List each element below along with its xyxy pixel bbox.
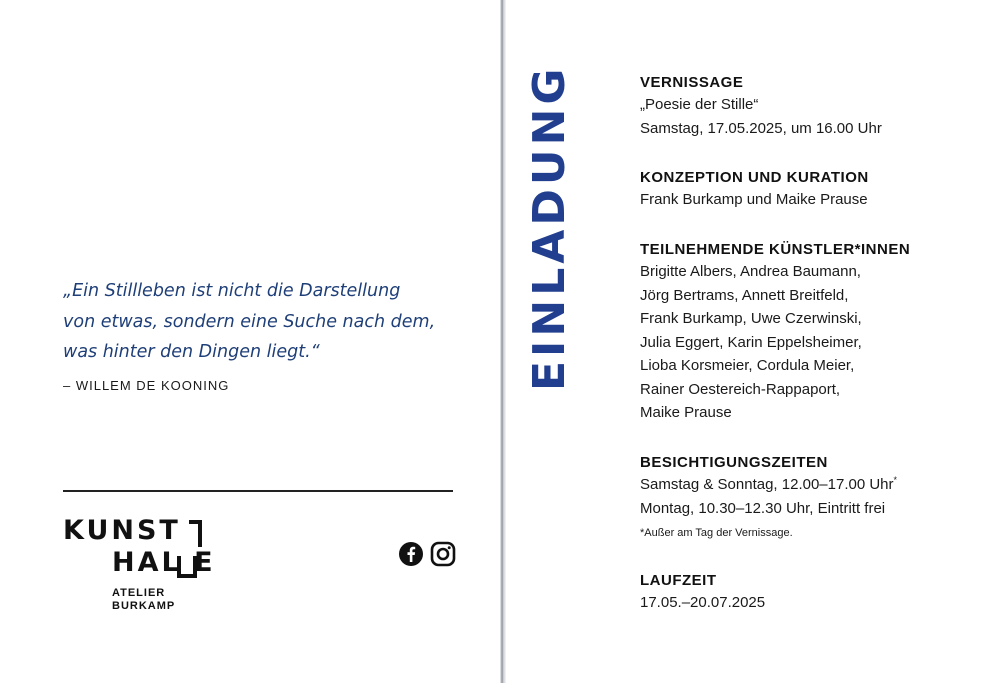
facebook-icon[interactable] bbox=[398, 541, 424, 567]
section-heading: TEILNEHMENDE KÜNSTLER*INNEN bbox=[640, 241, 911, 258]
section-laufzeit bbox=[640, 571, 990, 615]
card-fold bbox=[500, 0, 506, 683]
title-einladung: EINLADUNG bbox=[524, 64, 575, 391]
divider bbox=[63, 490, 453, 492]
section-konzeption bbox=[640, 168, 990, 212]
section-line: 17.05.–20.07.2025 bbox=[640, 594, 766, 611]
quote-line: was hinter den Dingen liegt.“ bbox=[63, 342, 320, 362]
quote-attribution: – WILLEM DE KOONING bbox=[63, 378, 230, 393]
section-line: „Poesie der Stille“ bbox=[640, 96, 759, 113]
section-line: Rainer Oestereich-Rappaport, bbox=[640, 380, 841, 398]
section-heading: VERNISSAGE bbox=[640, 74, 744, 91]
section-line: Lioba Korsmeier, Cordula Meier, bbox=[640, 357, 855, 374]
quote-line: von etwas, sondern eine Suche nach dem, bbox=[63, 311, 436, 332]
section-line: Samstag, 17.05.2025, um 16.00 Uhr bbox=[640, 119, 882, 137]
section-heading: KONZEPTION UND KURATION bbox=[640, 169, 869, 186]
section-line: Frank Burkamp, Uwe Czerwinski, bbox=[640, 310, 862, 327]
section-heading: BESICHTIGUNGSZEITEN bbox=[640, 454, 828, 471]
section-besichtigung bbox=[640, 453, 990, 543]
logo-subtitle-2: BURKAMP bbox=[112, 600, 176, 612]
section-vernissage bbox=[640, 73, 990, 140]
quote bbox=[63, 276, 483, 368]
section-line: Brigitte Albers, Andrea Baumann, bbox=[640, 263, 861, 280]
instagram-icon[interactable] bbox=[430, 541, 456, 567]
quote-line: „Ein Stillleben ist nicht die Darstellung bbox=[63, 281, 401, 301]
opening-hours-monday: Montag, 10.30–12.30 Uhr, Eintritt frei bbox=[640, 499, 886, 517]
section-kuenstler bbox=[640, 240, 990, 425]
kunsthalle-logo bbox=[63, 516, 263, 616]
section-heading: LAUFZEIT bbox=[640, 572, 717, 589]
logo-subtitle-1: ATELIER bbox=[112, 587, 166, 599]
opening-hours-weekend: Samstag & Sonntag, 12.00–17.00 Uhr bbox=[640, 476, 894, 493]
footnote-mark: * bbox=[893, 475, 898, 485]
section-line: Jörg Bertrams, Annett Breitfeld, bbox=[640, 286, 849, 304]
footnote: *Außer am Tag der Vernissage. bbox=[640, 527, 793, 539]
logo-line-2: HAL E bbox=[112, 547, 216, 578]
vertical-title bbox=[520, 64, 580, 391]
section-line: Frank Burkamp und Maike Prause bbox=[640, 191, 868, 208]
section-line bbox=[640, 473, 990, 497]
logo-line-1: KUNST bbox=[63, 515, 181, 546]
section-line: Maike Prause bbox=[640, 404, 732, 421]
section-line: Julia Eggert, Karin Eppelsheimer, bbox=[640, 333, 862, 351]
social-icons bbox=[398, 541, 456, 567]
